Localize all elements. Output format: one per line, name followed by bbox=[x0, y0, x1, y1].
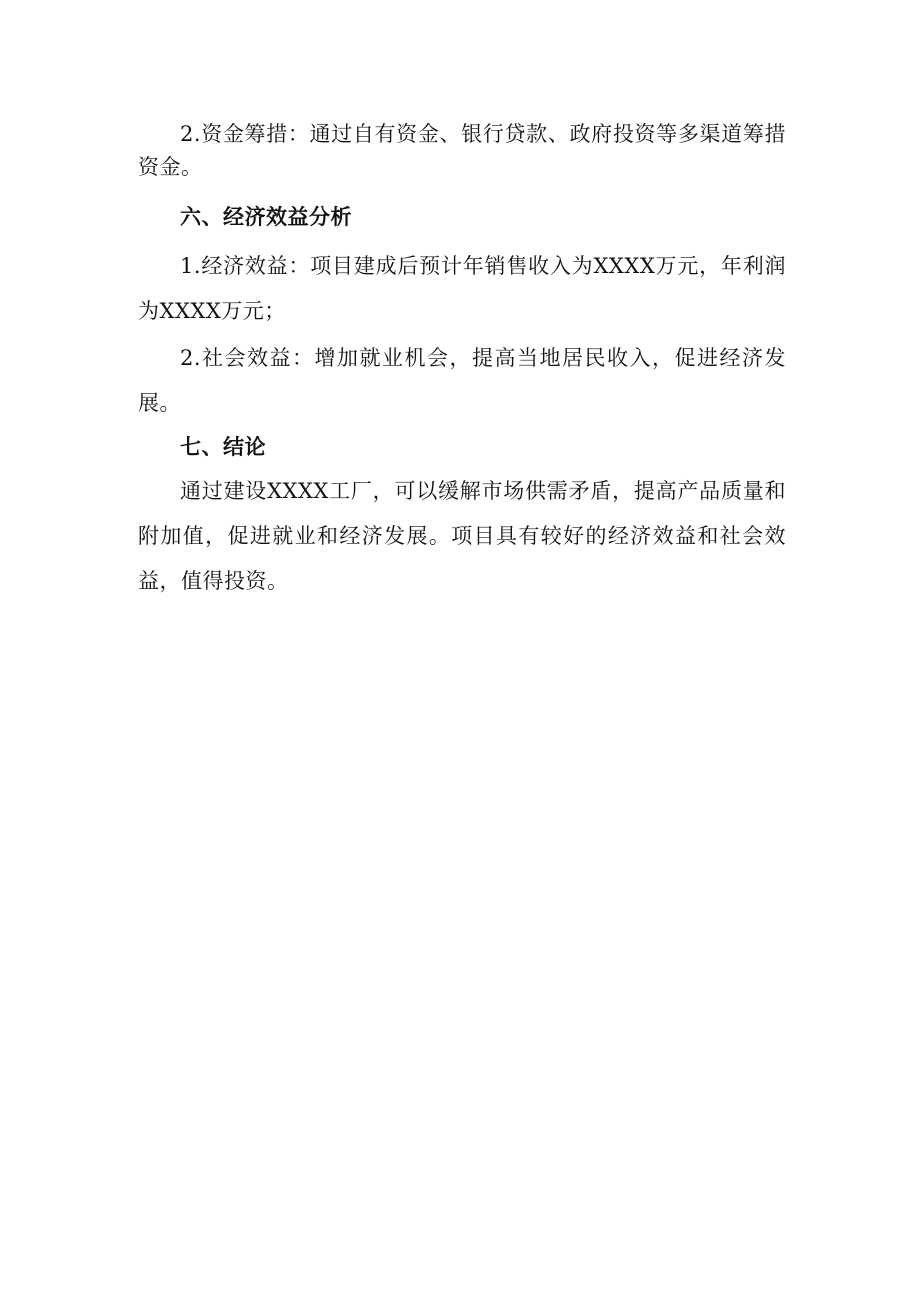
heading-conclusion: 七、结论 bbox=[180, 434, 266, 459]
paragraph-funding: 2.资金筹措：通过自有资金、银行贷款、政府投资等多渠道筹措资金。 bbox=[138, 122, 786, 179]
paragraph-economic-benefit: 1.经济效益：项目建成后预计年销售收入为XXXX万元，年利润为XXXX万元； bbox=[138, 254, 786, 323]
paragraph-conclusion: 通过建设XXXX工厂，可以缓解市场供需矛盾，提高产品质量和附加值，促进就业和经济发展。项目具有较好的经济效益和社会效益，值得投资。 bbox=[138, 479, 786, 593]
heading-economic-benefit-analysis: 六、经济效益分析 bbox=[180, 204, 352, 229]
paragraph-social-benefit: 2.社会效益：增加就业机会，提高当地居民收入，促进经济发展。 bbox=[138, 346, 786, 415]
document-body bbox=[138, 118, 786, 604]
